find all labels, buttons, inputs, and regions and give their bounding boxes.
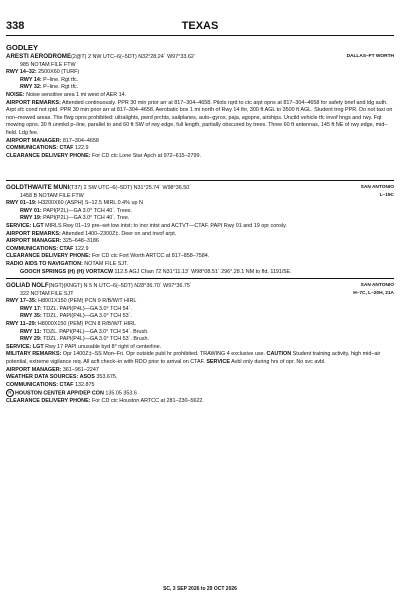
chart-label: H–7C, L–20H, 21A [353, 290, 394, 296]
airport-header-line: (2@T) 2 NW UTC–6(–5DT) N32°28.24´ W97°33.62´ [71, 54, 196, 60]
radar-symbol-icon: R [6, 389, 14, 397]
airport-entry-aresti: ARESTI AERODROME(2@T) 2 NW UTC–6(–5DT) N32°28.24´ W97°33.62´ DALLAS–FT WORTH 985 NOTAM FILE FTW RWY 14–32: 2500X60 (TURF) RWY 14: P–line. Rgt tfc. RWY 32: P–line. Rgt tfc. NOISE: Noise sensitive area 1 mi west of AER 14. AIRPORT REMARKS: Attended continuously. PPR 30 min prior arr at 817–304–4658. Pilots rqrd to ctc arpt opns at 817–304–4658 for safety brief and ldg auth. Arpt sfc cond not rptd. PPR 30 min prior arr at 817–304–4658. Aerobatic box 1 mi north of Rwy 14 thr, 300 ft AGL to 3500 ft AGL. Student trng PPR. Do not taxi on non–mowed areas. The flwg opns prohibited: ultralights, pwrd prchts, sailplanes, auto–gyros, paja, agopns, airships. Unctld vehicle tfc invof hngs and rwy. Fqt mowing opns. 30 ft unmkd p–line, parallel to and 60 ft SW of rwy edge, full length, partially obscured by trees. Three 60 ft antennas, 145 ft NE of rwy edge, mid–field. Ldg fee. AIRPORT MANAGER: 817–304–4658 COMMUNICATIONS: CTAF 122.9 CLEARANCE DELIVERY PHONE: For CD ctc Lone Star Apch at 972–615–2799. [6, 53, 394, 159]
airport-entry-goldthwaite: GOLDTHWAITE MUNI(T37) 2 SW UTC–6(–5DT) N31°25.74´ W98°36.50´ SAN ANTONIO L–19C 1458 B NOTAM FILE FTW RWY 01–19: H3200X60 (ASPH) S–12.5 MIRL 0.4% up N RWY 01: PAPI(P2L)—GA 3.0° TCH 40´. Trees. RWY 19: PAPI(P2L)—GA 3.0° TCH 40´. Tree. SERVICE: LGT MIRLS Rwy 01–19 pre–set low intst; to incr intst and ACTVT—CTAF. PAPI Rwy 01 and 19 opr consly. AIRPORT REMARKS: Attended 1400–2300Z‡. Deer on and invof arpt. AIRPORT MANAGER: 325–648–3186 COMMUNICATIONS: CTAF 122.9 CLEARANCE DELIVERY PHONE: For CD ctc Fort Worth ARTCC at 817–858–7584. RADIO AIDS TO NAVIGATION: NOTAM FILE SJT. GOOCH SPRINGS (H) (H) VORTACW 112.5 AGJ Chan 72 N31°11.13´ W98°08.51´ 296°.28.1 NM to fld. 1191/5E. [6, 184, 394, 275]
elevation-notam-line: 1458 B NOTAM FILE FTW [20, 192, 84, 199]
elevation-notam-line: 985 NOTAM FILE FTW [20, 61, 76, 68]
entry-divider [6, 180, 394, 181]
chart-label: L–19C [379, 192, 394, 198]
airport-remarks: AIRPORT REMARKS: Attended continuously. PPR 30 min prior arr at 817–304–4658. Pilots rqrd to ctc arpt opns at 817–304–4658 for safety brief and ldg auth. Arpt sfc cond not rptd. PPR 30 min prior arr at 817–304–4658. Aerobatic box 1 mi north of Rwy 14 thr, 300 ft AGL to 3500 ft AGL. Student trng PPR. Do not taxi on non–mowed areas. The flwg opns prohibited: ultralights, pwrd prchts, sailplanes, auto–gyros, paja, agopns, airships. Unctld vehicle tfc invof hngs and rwy. Fqt mowing opns. 30 ft unmkd p–line, parallel to and 60 ft SW of rwy edge, full length, partially obscured by trees. Three 60 ft antennas, 145 ft NE of rwy edge, mid–field. Ldg fee. [6, 99, 393, 136]
elevation-notam-line: 322 NOTAM FILE SJT [20, 290, 74, 297]
page-number: 338 [6, 20, 25, 32]
entry-divider [6, 278, 394, 279]
airport-entry-goliad: GOLIAD NOLF(NGT)(KNGT) N 5 N UTC–6(–5DT) N28°36.70´ W97°36.75´ SAN ANTONIO H–7C, L–20H, 21A 322 NOTAM FILE SJT RWY 17–35: H8001X150 (PEM) PCN 9 R/B/W/T HIRL RWY 17: TDZL. PAPI(P4L)—GA 3.0° TCH 54´. RWY 35: TDZL. PAPI(P4L)—GA 3.0° TCH 53´. RWY 11–29: H8000X150 (PEM) PCN 8 R/B/W/T HIRL RWY 11: TDZL. PAPI(P4L)—GA 3.0° TCH 54´. Brush. RWY 29: TDZL. PAPI(P4L)—GA 3.0° TCH 53´. Brush. SERVICE: LGT Rwy 17 PAPI unusable byd 8° right of centerline. MILITARY REMARKS: Opr 1400Z‡–SS Mon–Fri. Opr outside publ hr prohibited. TRAWING 4 exclusive use. CAUTION Student training activity, high mid–air potential, extreme vigilance req. All acft check–in with RDO prior to arrival on CTAF. SERVICE Avbl only during hrs of opr. No svc avbl. AIRPORT MANAGER: 361–961–2247 WEATHER DATA SOURCES: ASOS 353.675. COMMUNICATIONS: CTAF 132.875 R HOUSTON CENTER APP/DEP CON 135.05 353.6 CLEARANCE DELIVERY PHONE: For CD ctc Houston ARTCC at 281–230–5622. [6, 282, 394, 405]
airport-name: GOLIAD NOLF [6, 282, 49, 289]
airport-header-line: (T37) 2 SW UTC–6(–5DT) N31°25.74´ W98°36.50´ [69, 185, 191, 191]
airport-name: ARESTI AERODROME [6, 53, 72, 60]
region-label: SAN ANTONIO [360, 185, 394, 190]
region-label: SAN ANTONIO [360, 283, 394, 288]
airport-header-line: (NGT)(KNGT) N 5 N UTC–6(–5DT) N28°36.70´ W97°36.75´ [48, 283, 192, 289]
airport-name: GOLDTHWAITE MUNI [6, 184, 70, 191]
city-heading: GODLEY [6, 43, 39, 52]
header-rule [6, 35, 394, 36]
military-remarks: MILITARY REMARKS: Opr 1400Z‡–SS Mon–Fri. Opr outside publ hr prohibited. TRAWING 4 exclusive use. CAUTION Student training activity, high mid–air potential, extreme vigilance req. All acft check–in with RDO prior to arrival on CTAF. SERVICE Avbl only during hrs of opr. No svc avbl. [6, 351, 381, 365]
state-title: TEXAS [181, 20, 219, 32]
page-footer: SC, 3 SEP 2026 to 29 OCT 2026 [163, 586, 237, 592]
region-label: DALLAS–FT WORTH [346, 54, 394, 59]
